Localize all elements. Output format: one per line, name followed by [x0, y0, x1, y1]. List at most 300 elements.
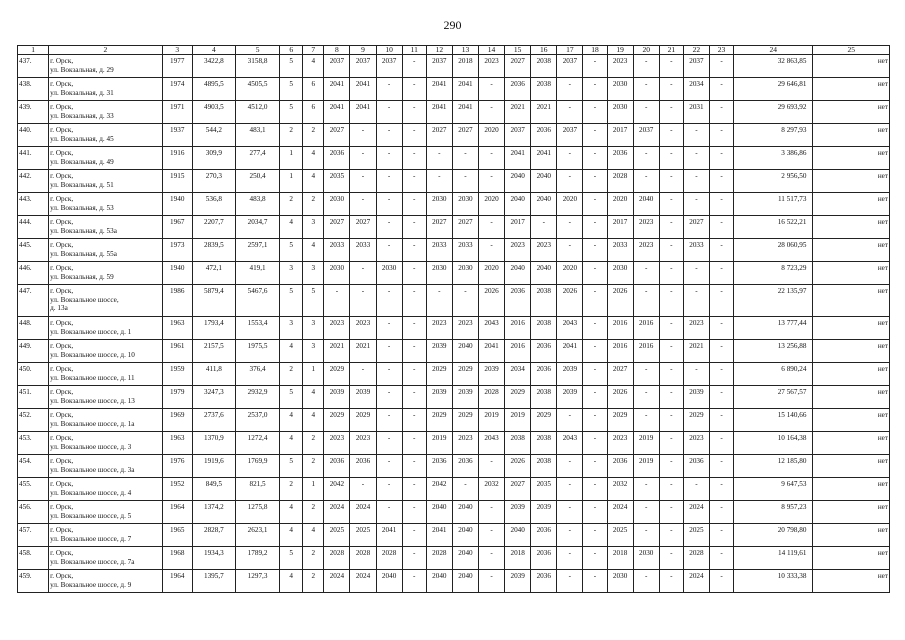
table-cell: 2028: [324, 547, 350, 570]
table-cell: 2036: [607, 455, 633, 478]
table-cell: 3: [280, 317, 303, 340]
table-cell: 2: [303, 570, 324, 593]
table-cell: -: [633, 101, 659, 124]
table-cell: 2026: [505, 455, 531, 478]
address-cell: г. Орск, ул. Вокзальное шоссе, д. 9: [49, 570, 163, 593]
table-cell: 2: [303, 547, 324, 570]
row-number: 454.: [18, 455, 49, 478]
table-cell: 2023: [324, 432, 350, 455]
table-cell: 2023: [350, 432, 376, 455]
table-cell: 2024: [324, 501, 350, 524]
table-cell: 4505,5: [235, 78, 279, 101]
table-cell: 2028: [479, 386, 505, 409]
table-cell: 4: [303, 55, 324, 78]
status-cell: нет: [813, 501, 890, 524]
table-cell: -: [557, 478, 583, 501]
table-cell: 4: [303, 170, 324, 193]
table-cell: 2040: [505, 193, 531, 216]
table-cell: -: [452, 285, 478, 317]
table-cell: -: [426, 170, 452, 193]
table-cell: 2038: [531, 55, 557, 78]
table-cell: 2028: [376, 547, 402, 570]
table-cell: -: [557, 216, 583, 239]
table-cell: 2036: [505, 285, 531, 317]
table-cell: -: [402, 262, 426, 285]
table-cell: 2036: [505, 78, 531, 101]
column-header: 22: [683, 46, 709, 55]
table-cell: 2023: [324, 317, 350, 340]
table-cell: -: [583, 124, 607, 147]
table-cell: -: [402, 317, 426, 340]
table-cell: 2037: [350, 55, 376, 78]
status-cell: нет: [813, 547, 890, 570]
table-cell: 2027: [324, 124, 350, 147]
table-cell: 2043: [479, 317, 505, 340]
table-row: [18, 317, 890, 340]
table-cell: -: [402, 78, 426, 101]
table-cell: -: [376, 501, 402, 524]
table-cell: 1937: [162, 124, 192, 147]
table-cell: 2042: [426, 478, 452, 501]
table-cell: 2041: [350, 101, 376, 124]
table-cell: -: [479, 78, 505, 101]
table-cell: -: [583, 524, 607, 547]
table-cell: 2028: [426, 547, 452, 570]
table-cell: -: [402, 124, 426, 147]
table-cell: 2: [303, 501, 324, 524]
table-cell: 2828,7: [192, 524, 235, 547]
row-number: 450.: [18, 363, 49, 386]
table-cell: -: [709, 432, 733, 455]
table-cell: -: [659, 340, 683, 363]
table-cell: 2020: [557, 193, 583, 216]
table-cell: -: [709, 216, 733, 239]
table-cell: -: [659, 363, 683, 386]
column-header: 23: [709, 46, 733, 55]
table-cell: 2037: [426, 55, 452, 78]
table-cell: -: [350, 193, 376, 216]
table-cell: -: [402, 170, 426, 193]
table-cell: 2026: [607, 285, 633, 317]
table-cell: -: [583, 478, 607, 501]
table-cell: 2041: [426, 524, 452, 547]
table-cell: -: [583, 262, 607, 285]
table-cell: 2038: [531, 432, 557, 455]
address-cell: г. Орск, ул. Вокзальная, д. 49: [49, 147, 163, 170]
row-number: 448.: [18, 317, 49, 340]
table-cell: -: [659, 262, 683, 285]
table-cell: 2019: [426, 432, 452, 455]
table-cell: 2024: [324, 570, 350, 593]
table-cell: -: [683, 285, 709, 317]
table-row: [18, 409, 890, 432]
table-cell: -: [659, 570, 683, 593]
table-cell: 1919,6: [192, 455, 235, 478]
table-cell: 2023: [683, 317, 709, 340]
table-cell: 1973: [162, 239, 192, 262]
table-cell: -: [350, 170, 376, 193]
column-header: 8: [324, 46, 350, 55]
table-row: [18, 501, 890, 524]
table-cell: 4: [280, 570, 303, 593]
table-cell: 3: [303, 216, 324, 239]
status-cell: нет: [813, 340, 890, 363]
table-cell: -: [557, 455, 583, 478]
address-cell: г. Орск, ул. Вокзальная, д. 55а: [49, 239, 163, 262]
table-cell: 2037: [557, 55, 583, 78]
table-cell: -: [557, 101, 583, 124]
cost-cell: 13 256,88: [734, 340, 813, 363]
table-cell: -: [376, 409, 402, 432]
cost-cell: 16 522,21: [734, 216, 813, 239]
table-cell: 2041: [452, 101, 478, 124]
table-cell: 2041: [557, 340, 583, 363]
table-cell: -: [376, 455, 402, 478]
table-cell: 2033: [452, 239, 478, 262]
table-cell: 2027: [426, 216, 452, 239]
table-cell: 536,8: [192, 193, 235, 216]
table-cell: 5879,4: [192, 285, 235, 317]
table-cell: -: [402, 193, 426, 216]
table-cell: 849,5: [192, 478, 235, 501]
table-cell: 1769,9: [235, 455, 279, 478]
table-cell: 2028: [350, 547, 376, 570]
table-cell: 544,2: [192, 124, 235, 147]
table-cell: -: [350, 478, 376, 501]
table-cell: -: [709, 55, 733, 78]
table-cell: -: [659, 478, 683, 501]
table-cell: 2036: [531, 340, 557, 363]
table-cell: 5: [280, 386, 303, 409]
table-cell: 2042: [324, 478, 350, 501]
table-cell: 4: [280, 409, 303, 432]
table-cell: -: [557, 570, 583, 593]
address-cell: г. Орск, ул. Вокзальная, д. 59: [49, 262, 163, 285]
table-cell: 2016: [505, 340, 531, 363]
status-cell: нет: [813, 455, 890, 478]
table-cell: -: [709, 409, 733, 432]
table-cell: 2023: [350, 317, 376, 340]
table-cell: 2039: [557, 363, 583, 386]
table-cell: 2026: [557, 285, 583, 317]
table-cell: -: [402, 363, 426, 386]
table-cell: 1553,4: [235, 317, 279, 340]
table-cell: -: [402, 239, 426, 262]
table-cell: -: [659, 55, 683, 78]
table-cell: 5: [280, 55, 303, 78]
cost-cell: 12 185,80: [734, 455, 813, 478]
table-cell: -: [683, 193, 709, 216]
table-cell: 2036: [531, 547, 557, 570]
table-cell: -: [376, 386, 402, 409]
table-cell: 2040: [531, 193, 557, 216]
table-cell: -: [709, 501, 733, 524]
table-cell: 2023: [452, 317, 478, 340]
status-cell: нет: [813, 570, 890, 593]
table-cell: -: [633, 409, 659, 432]
table-row: [18, 432, 890, 455]
table-cell: -: [376, 101, 402, 124]
table-cell: 2030: [452, 262, 478, 285]
table-cell: 2597,1: [235, 239, 279, 262]
table-cell: 2027: [683, 216, 709, 239]
table-cell: 4: [303, 524, 324, 547]
table-cell: 2037: [683, 55, 709, 78]
row-number: 441.: [18, 147, 49, 170]
status-cell: нет: [813, 78, 890, 101]
table-cell: -: [659, 101, 683, 124]
table-cell: -: [557, 239, 583, 262]
cost-cell: 13 777,44: [734, 317, 813, 340]
table-cell: 1976: [162, 455, 192, 478]
table-cell: 2030: [324, 262, 350, 285]
row-number: 451.: [18, 386, 49, 409]
table-cell: 1940: [162, 262, 192, 285]
table-cell: 2037: [633, 124, 659, 147]
cost-cell: 15 140,66: [734, 409, 813, 432]
cost-cell: 29 646,81: [734, 78, 813, 101]
table-cell: -: [683, 262, 709, 285]
table-cell: 3: [303, 262, 324, 285]
table-cell: -: [402, 285, 426, 317]
table-cell: 2030: [324, 193, 350, 216]
table-cell: 2016: [607, 340, 633, 363]
table-cell: 1915: [162, 170, 192, 193]
table-cell: 2019: [633, 432, 659, 455]
table-cell: 2038: [531, 317, 557, 340]
table-cell: 2036: [324, 147, 350, 170]
table-cell: 6: [303, 101, 324, 124]
table-cell: 2038: [531, 386, 557, 409]
table-cell: -: [479, 147, 505, 170]
status-cell: нет: [813, 524, 890, 547]
column-header: 12: [426, 46, 452, 55]
table-cell: -: [683, 170, 709, 193]
table-cell: -: [633, 78, 659, 101]
column-header: 25: [813, 46, 890, 55]
table-cell: 2027: [505, 55, 531, 78]
table-cell: 2030: [426, 193, 452, 216]
table-cell: 5: [280, 455, 303, 478]
status-cell: нет: [813, 386, 890, 409]
table-cell: -: [683, 363, 709, 386]
table-cell: 2020: [479, 193, 505, 216]
table-cell: 4512,0: [235, 101, 279, 124]
table-cell: 2033: [607, 239, 633, 262]
status-cell: нет: [813, 170, 890, 193]
row-number: 452.: [18, 409, 49, 432]
table-cell: 2037: [557, 124, 583, 147]
table-cell: -: [531, 216, 557, 239]
table-cell: 250,4: [235, 170, 279, 193]
table-cell: -: [479, 570, 505, 593]
table-cell: 2040: [633, 193, 659, 216]
table-cell: 2: [280, 363, 303, 386]
table-cell: -: [659, 147, 683, 170]
table-cell: 2027: [350, 216, 376, 239]
row-number: 438.: [18, 78, 49, 101]
table-cell: -: [709, 101, 733, 124]
status-cell: нет: [813, 363, 890, 386]
table-cell: 2030: [426, 262, 452, 285]
table-cell: 1395,7: [192, 570, 235, 593]
table-row: [18, 547, 890, 570]
table-cell: -: [350, 124, 376, 147]
table-cell: 2040: [452, 524, 478, 547]
table-cell: 2020: [557, 262, 583, 285]
table-cell: -: [633, 55, 659, 78]
table-cell: -: [376, 193, 402, 216]
cost-cell: 2 956,50: [734, 170, 813, 193]
table-cell: 3: [280, 262, 303, 285]
table-cell: 2039: [452, 386, 478, 409]
table-cell: 2020: [607, 193, 633, 216]
table-cell: 3158,8: [235, 55, 279, 78]
table-cell: -: [709, 147, 733, 170]
table-cell: 1986: [162, 285, 192, 317]
column-header: 20: [633, 46, 659, 55]
status-cell: нет: [813, 285, 890, 317]
table-row: [18, 340, 890, 363]
table-cell: 2043: [479, 432, 505, 455]
table-cell: 2039: [324, 386, 350, 409]
row-number: 457.: [18, 524, 49, 547]
table-cell: 2040: [505, 170, 531, 193]
table-cell: 2041: [324, 78, 350, 101]
cost-cell: 10 164,38: [734, 432, 813, 455]
table-cell: 2029: [452, 409, 478, 432]
table-cell: -: [709, 262, 733, 285]
cost-cell: 20 798,80: [734, 524, 813, 547]
table-cell: -: [376, 124, 402, 147]
table-cell: 2021: [350, 340, 376, 363]
table-cell: 2018: [505, 547, 531, 570]
row-number: 456.: [18, 501, 49, 524]
table-cell: 411,8: [192, 363, 235, 386]
table-cell: -: [683, 478, 709, 501]
table-cell: 2039: [683, 386, 709, 409]
address-cell: г. Орск, ул. Вокзальное шоссе, д. 13: [49, 386, 163, 409]
table-cell: 2016: [607, 317, 633, 340]
table-cell: -: [557, 78, 583, 101]
status-cell: нет: [813, 262, 890, 285]
table-cell: 5: [280, 285, 303, 317]
table-cell: 4: [280, 216, 303, 239]
address-cell: г. Орск, ул. Вокзальное шоссе, д. 1а: [49, 409, 163, 432]
table-cell: -: [583, 386, 607, 409]
table-cell: 5: [280, 547, 303, 570]
table-cell: 1: [280, 170, 303, 193]
address-cell: г. Орск, ул. Вокзальное шоссе, д. 5: [49, 501, 163, 524]
column-header: 2: [49, 46, 163, 55]
cost-cell: 9 647,53: [734, 478, 813, 501]
address-cell: г. Орск, ул. Вокзальное шоссе, д. 13а: [49, 285, 163, 317]
table-cell: 1971: [162, 101, 192, 124]
table-cell: -: [557, 524, 583, 547]
table-cell: 2041: [452, 78, 478, 101]
table-cell: -: [583, 409, 607, 432]
table-cell: 483,8: [235, 193, 279, 216]
column-header: 4: [192, 46, 235, 55]
table-cell: 2029: [324, 409, 350, 432]
table-cell: -: [376, 285, 402, 317]
table-cell: 2036: [452, 455, 478, 478]
table-cell: 5: [280, 239, 303, 262]
table-cell: 2040: [531, 262, 557, 285]
housing-repair-table: [17, 45, 890, 593]
table-cell: -: [659, 239, 683, 262]
table-cell: 2040: [426, 570, 452, 593]
table-cell: -: [479, 170, 505, 193]
table-cell: -: [583, 317, 607, 340]
table-row: [18, 216, 890, 239]
table-cell: 2839,5: [192, 239, 235, 262]
table-cell: 2035: [324, 170, 350, 193]
cost-cell: 3 386,86: [734, 147, 813, 170]
column-header: 10: [376, 46, 402, 55]
table-cell: -: [479, 524, 505, 547]
table-cell: 2017: [505, 216, 531, 239]
table-cell: -: [633, 170, 659, 193]
table-cell: -: [426, 147, 452, 170]
table-cell: 2033: [426, 239, 452, 262]
table-cell: 2039: [479, 363, 505, 386]
table-cell: -: [376, 478, 402, 501]
table-cell: 1968: [162, 547, 192, 570]
table-cell: 2021: [531, 101, 557, 124]
table-cell: 5: [280, 78, 303, 101]
table-cell: -: [709, 455, 733, 478]
address-cell: г. Орск, ул. Вокзальная, д. 31: [49, 78, 163, 101]
table-cell: 821,5: [235, 478, 279, 501]
status-cell: нет: [813, 124, 890, 147]
table-cell: -: [709, 478, 733, 501]
table-cell: -: [683, 147, 709, 170]
table-cell: -: [709, 570, 733, 593]
table-cell: 2023: [633, 216, 659, 239]
cost-cell: 8 957,23: [734, 501, 813, 524]
table-cell: -: [452, 170, 478, 193]
table-cell: -: [350, 262, 376, 285]
table-cell: 2037: [505, 124, 531, 147]
status-cell: нет: [813, 101, 890, 124]
table-cell: 2017: [607, 216, 633, 239]
table-cell: 2023: [607, 55, 633, 78]
column-header: 18: [583, 46, 607, 55]
table-cell: 2018: [607, 547, 633, 570]
table-cell: 2025: [324, 524, 350, 547]
address-cell: г. Орск, ул. Вокзальная, д. 51: [49, 170, 163, 193]
table-cell: 4: [280, 432, 303, 455]
table-cell: 4: [303, 239, 324, 262]
table-cell: 2: [280, 124, 303, 147]
table-cell: 309,9: [192, 147, 235, 170]
table-cell: 2: [280, 478, 303, 501]
table-cell: -: [709, 524, 733, 547]
table-cell: 2023: [505, 239, 531, 262]
table-cell: -: [452, 147, 478, 170]
table-cell: 6: [303, 78, 324, 101]
table-cell: 2041: [531, 147, 557, 170]
table-cell: 2024: [607, 501, 633, 524]
table-cell: 3: [303, 340, 324, 363]
table-cell: -: [479, 501, 505, 524]
table-cell: 2028: [683, 547, 709, 570]
table-cell: 2932,9: [235, 386, 279, 409]
row-number: 446.: [18, 262, 49, 285]
table-cell: -: [583, 101, 607, 124]
table-cell: -: [402, 147, 426, 170]
